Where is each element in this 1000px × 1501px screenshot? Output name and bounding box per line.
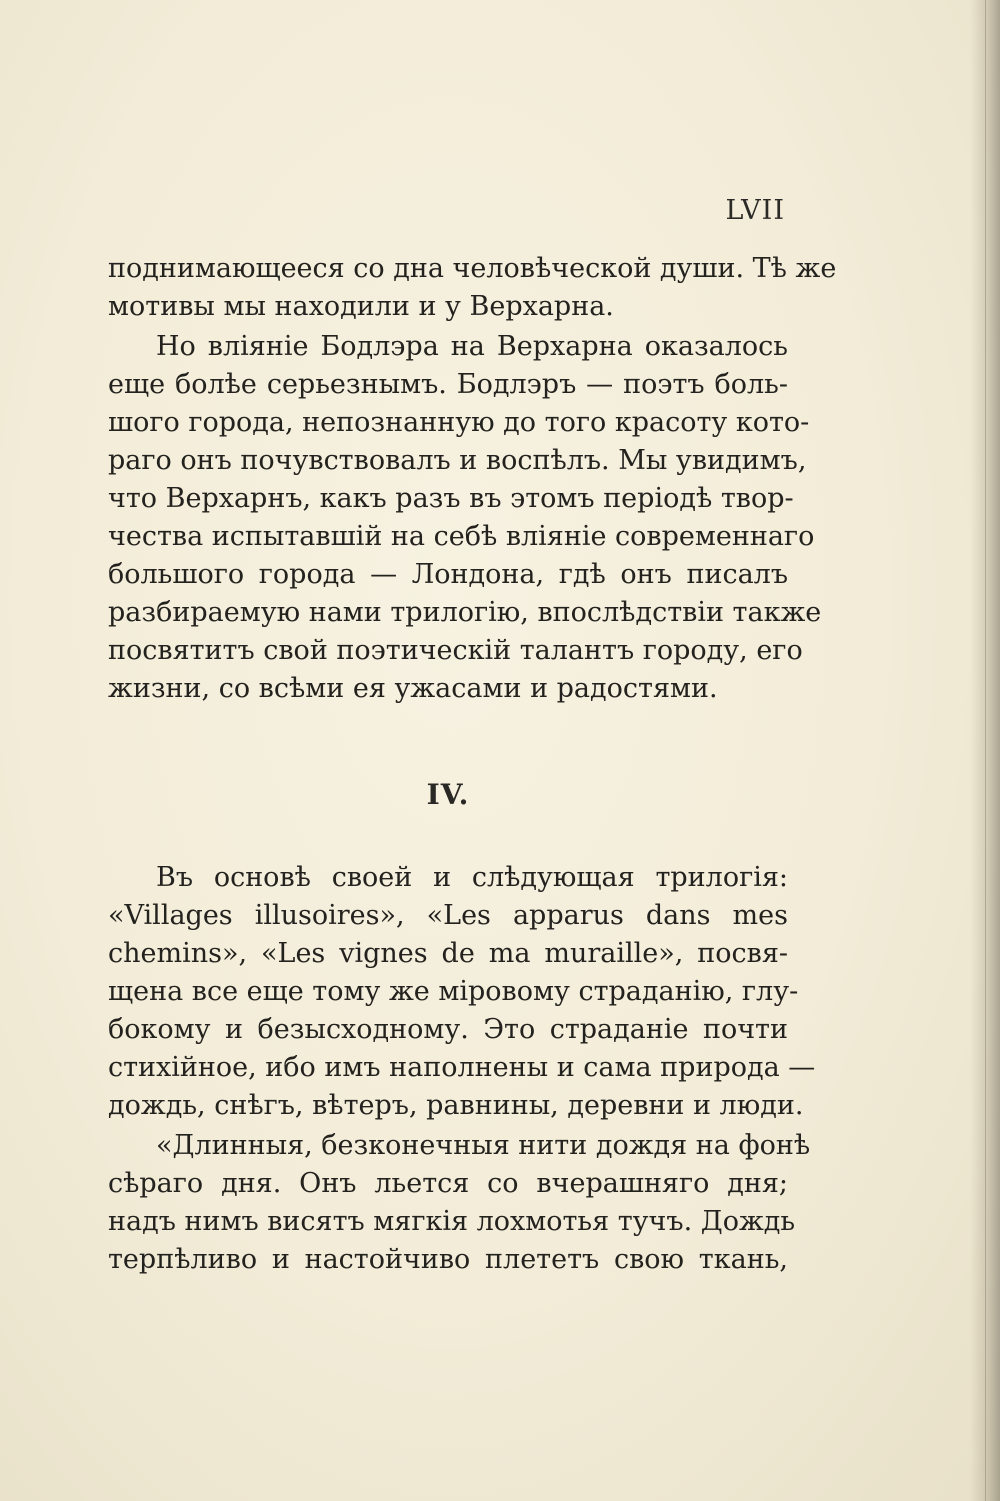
text-line: Въ основѣ своей и слѣдующая трилогія:: [156, 862, 788, 893]
text-line: бокому и безысходному. Это страданіе почти: [108, 1014, 788, 1045]
text-line: чества испытавшій на себѣ вліяніе современнаго: [108, 521, 815, 552]
paragraph-baudelaire-influence: [108, 328, 822, 708]
page-number: LVII: [725, 195, 785, 226]
section-heading: IV.: [426, 778, 470, 811]
text-line: мотивы мы находили и у Верхарна.: [108, 291, 614, 322]
page-edge-line: [985, 0, 986, 1501]
body-text: [108, 250, 837, 1279]
text-line: щена все еще тому же міровому страданію, глу-: [108, 976, 799, 1007]
text-line: большого города — Лондона, гдѣ онъ писалъ: [108, 559, 788, 590]
text-line: «Длинныя, безконечныя нити дождя на фонѣ: [156, 1130, 811, 1161]
text-line: Но вліяніе Бодлэра на Верхарна оказалось: [156, 331, 788, 362]
text-line: терпѣливо и настойчиво плететъ свою ткань,: [108, 1244, 788, 1275]
text-line: еще болѣе серьезнымъ. Бодлэръ — поэтъ боль-: [108, 369, 788, 400]
paragraph-trilogy: [108, 859, 816, 1125]
text-line: дождь, снѣгъ, вѣтеръ, равнины, деревни и люди.: [108, 1090, 804, 1121]
paragraph-rain-quote: [108, 1127, 811, 1279]
text-line: поднимающееся со дна человѣческой души. Тѣ же: [108, 253, 837, 284]
text-line: раго онъ почувствовалъ и воспѣлъ. Мы увидимъ,: [108, 445, 807, 476]
text-line: сѣраго дня. Онъ льется со вчерашняго дня;: [108, 1168, 788, 1199]
text-line: разбираемую нами трилогію, впослѣдствіи также: [108, 597, 822, 628]
text-line: «Villages illusoires», «Les apparus dans mes: [108, 900, 788, 931]
text-line: что Верхарнъ, какъ разъ въ этомъ періодѣ твор-: [108, 483, 794, 514]
paragraph-continuation: [108, 250, 837, 326]
text-line: chemins», «Les vignes de ma muraille», посвя-: [108, 938, 788, 969]
text-line: жизни, со всѣми ея ужасами и радостями.: [108, 673, 718, 704]
text-line: посвятитъ свой поэтическій талантъ городу, его: [108, 635, 803, 666]
text-line: надъ нимъ висятъ мягкія лохмотья тучъ. Дождь: [108, 1206, 796, 1237]
text-line: стихійное, ибо имъ наполнены и сама природа —: [108, 1052, 816, 1083]
text-line: шого города, непознанную до того красоту кото-: [108, 407, 810, 438]
